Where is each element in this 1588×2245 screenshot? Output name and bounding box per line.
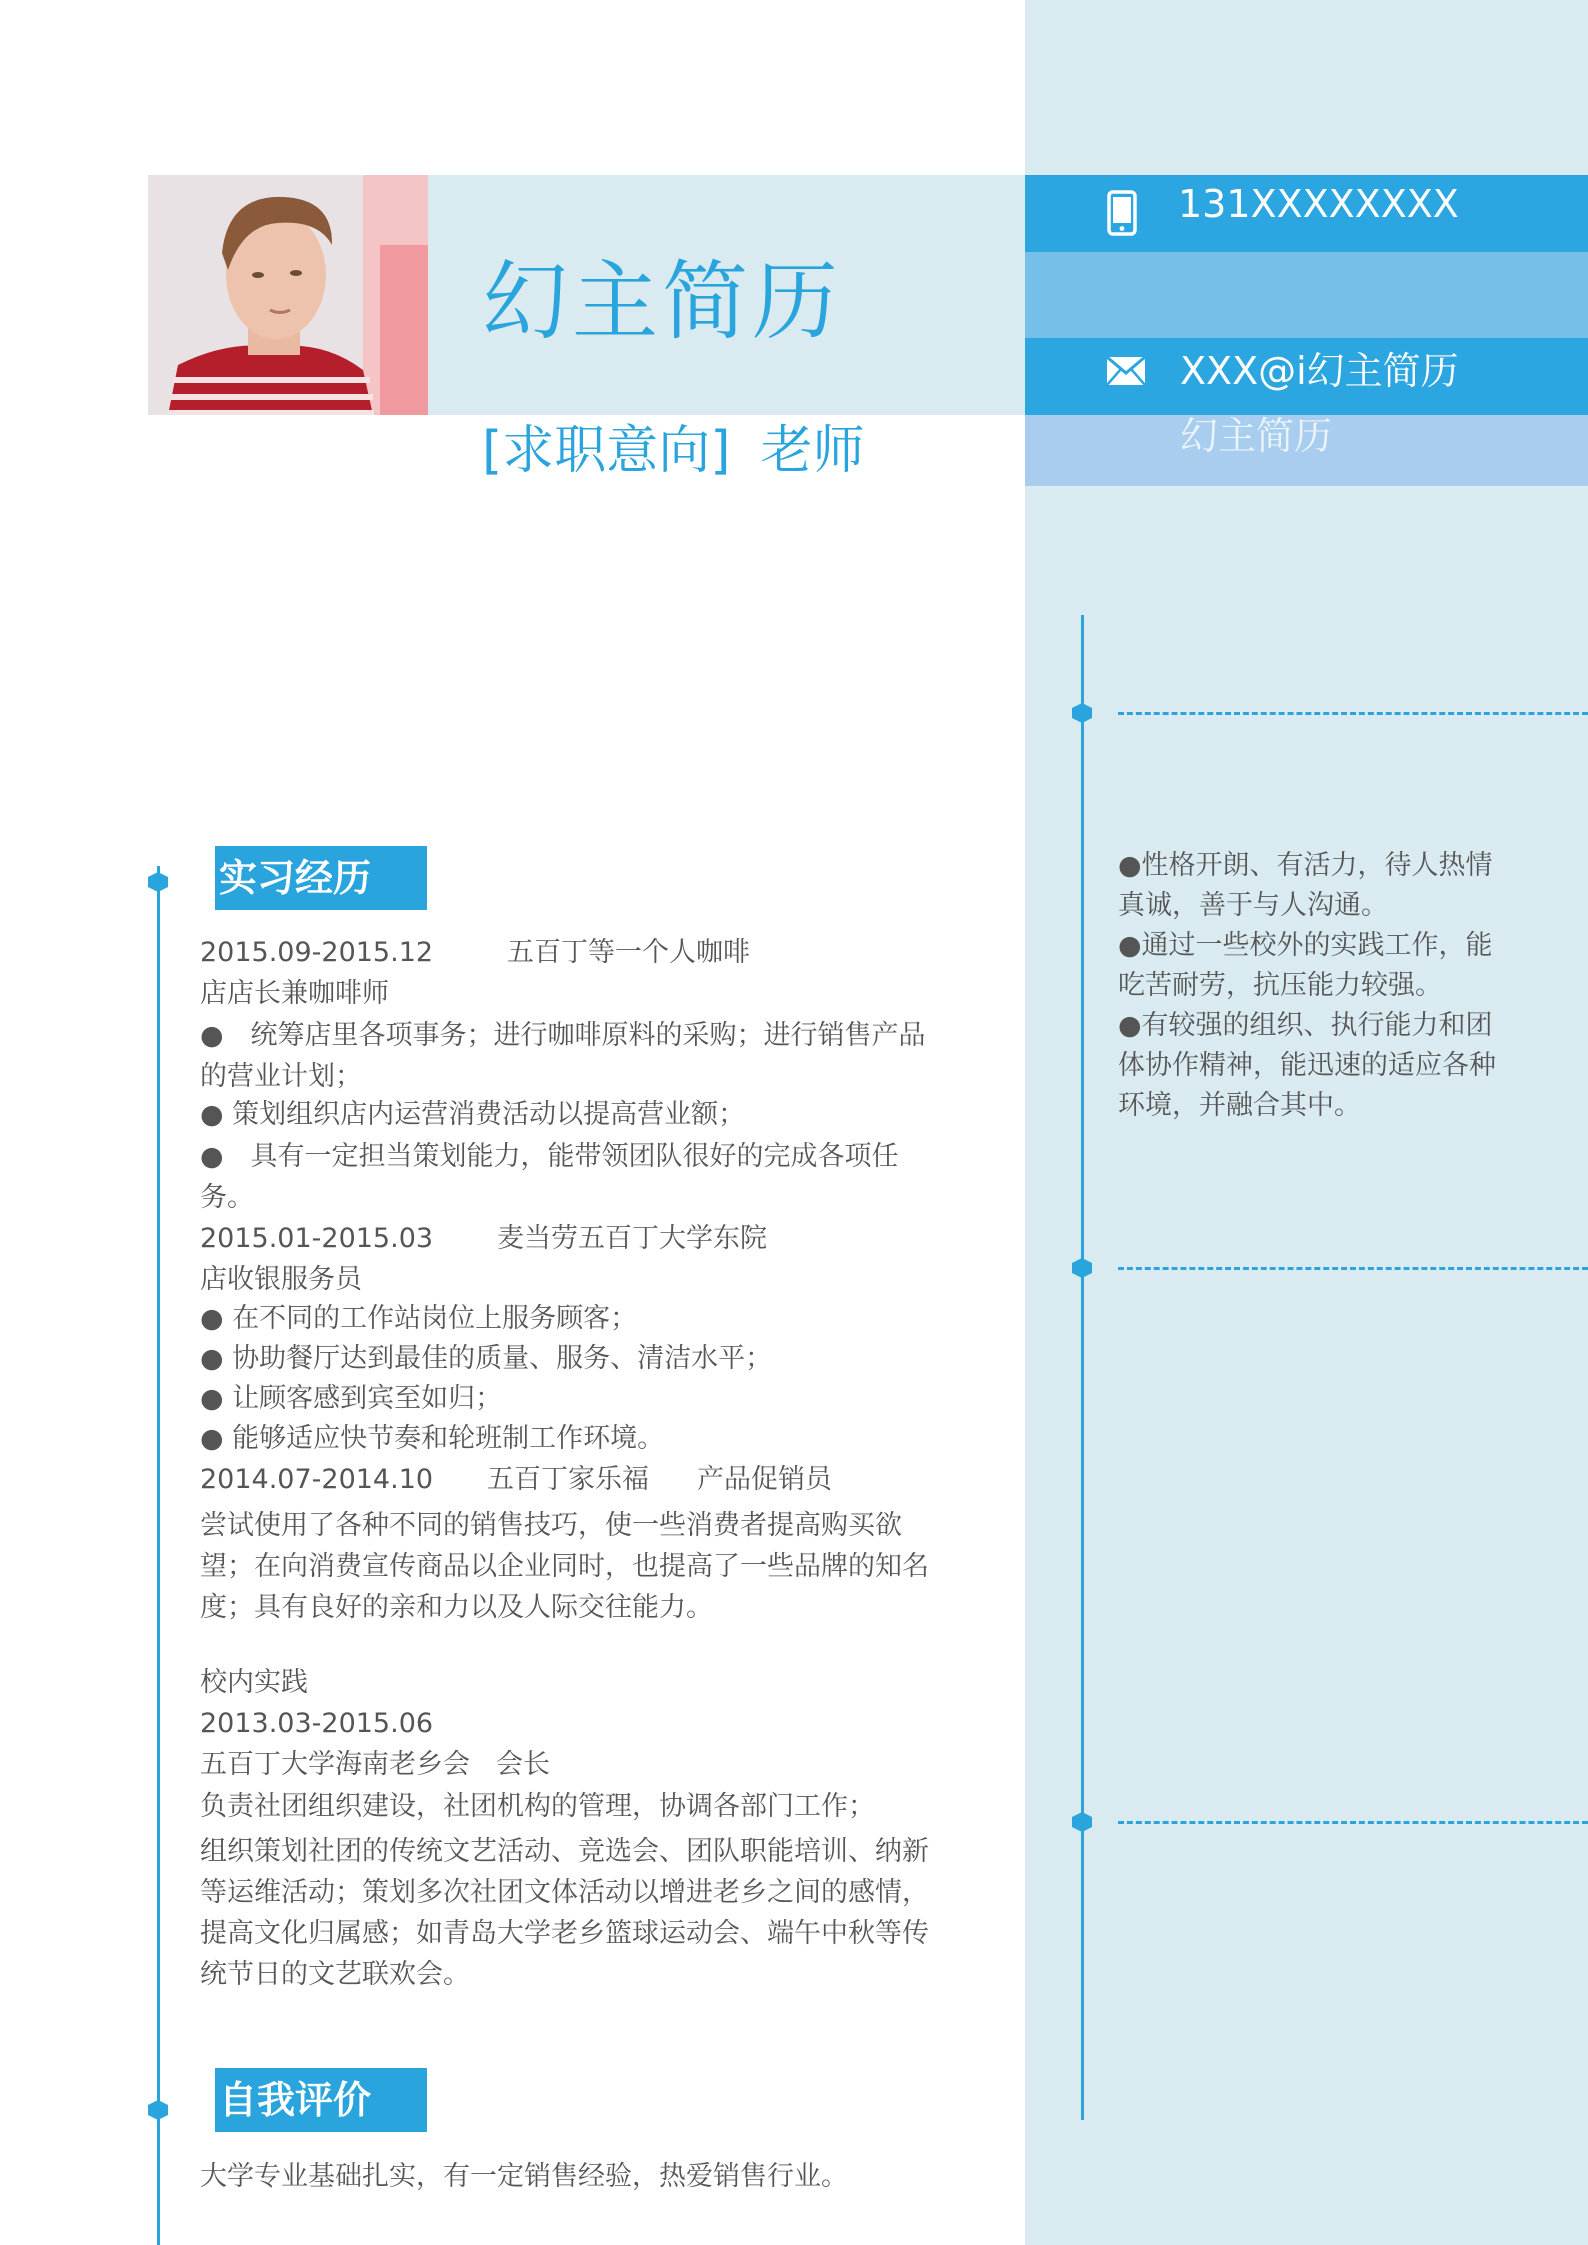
job1-company: 五百丁等一个人咖啡 bbox=[507, 937, 751, 968]
dashed-divider bbox=[1118, 712, 1588, 715]
job3-description: 尝试使用了各种不同的销售技巧，使一些消费者提高购买欲望；在向消费宣传商品以企业同时，也提高了一些品牌的知名度；具有良好的亲和力以及人际交往能力。 bbox=[200, 1510, 929, 1623]
campus-org-role bbox=[200, 1745, 550, 1785]
trait-item: ●有较强的组织、执行能力和团体协作精神，能迅速的适应各种环境，并融合其中。 bbox=[1118, 1010, 1496, 1121]
campus-description: 组织策划社团的传统文艺活动、竞选会、团队职能培训、纳新等运维活动；策划多次社团文体活动以增进老乡之间的感情，提高文化归属感；如青岛大学老乡篮球运动会、端午中秋等传统节日的文艺联欢会。 bbox=[200, 1836, 929, 1990]
job1-period: 2015.09-2015.12 bbox=[200, 937, 434, 968]
job3-role: 产品促销员 bbox=[697, 1464, 833, 1495]
trait-item: ●通过一些校外的实践工作，能吃苦耐劳，抗压能力较强。 bbox=[1118, 930, 1493, 1001]
dashed-divider bbox=[1118, 1267, 1588, 1270]
mail-icon bbox=[1107, 357, 1145, 385]
job2-bullet: ● 让顾客感到宾至如归； bbox=[200, 1383, 503, 1414]
self-eval-text: 大学专业基础扎实，有一定销售经验，热爱销售行业。 bbox=[200, 2161, 848, 2192]
right-timeline bbox=[1081, 615, 1084, 2120]
job2-bullet: ● 在不同的工作站岗位上服务顾客； bbox=[200, 1303, 638, 1334]
intent-label: [求职意向] bbox=[482, 421, 731, 481]
timeline-node bbox=[148, 2100, 168, 2120]
job2-bullet: ● 协助餐厅达到最佳的质量、服务、清洁水平； bbox=[200, 1343, 773, 1374]
phone-icon bbox=[1107, 190, 1137, 236]
section-title-self-eval: 自我评价 bbox=[215, 2068, 427, 2132]
job1-bullet: ● 具有一定担当策划能力，能带领团队很好的完成各项任务。 bbox=[200, 1141, 899, 1213]
job2-period: 2015.01-2015.03 bbox=[200, 1223, 434, 1254]
campus-period: 2013.03-2015.06 bbox=[200, 1708, 434, 1739]
job-intent bbox=[482, 408, 865, 483]
extra-contact-line-1: 幻主简历 bbox=[1180, 414, 1333, 458]
campus-label: 校内实践 bbox=[200, 1667, 308, 1698]
job3-period: 2014.07-2014.10 bbox=[200, 1464, 434, 1495]
job2-bullet: ● 能够适应快节奏和轮班制工作环境。 bbox=[200, 1423, 665, 1454]
job2-role: 店收银服务员 bbox=[200, 1264, 362, 1295]
avatar bbox=[148, 175, 428, 415]
job1-bullet: ● 统筹店里各项事务；进行咖啡原料的采购；进行销售产品的营业计划； bbox=[200, 1020, 926, 1092]
job1-bullet: ● 策划组织店内运营消费活动以提高营业额； bbox=[200, 1099, 746, 1130]
job1-role: 店店长兼咖啡师 bbox=[200, 978, 389, 1009]
personal-traits bbox=[1118, 846, 1518, 1126]
job3-header bbox=[200, 1460, 832, 1500]
section-title-internship: 实习经历 bbox=[215, 846, 427, 910]
job1-header bbox=[200, 933, 750, 973]
intent-value: 老师 bbox=[760, 421, 865, 481]
dashed-divider bbox=[1118, 1821, 1588, 1824]
email-address: XXX@i幻主简历 bbox=[1180, 349, 1459, 393]
timeline-node bbox=[148, 872, 168, 892]
contact-spacer-bar bbox=[1025, 252, 1588, 338]
job2-header bbox=[200, 1219, 767, 1259]
phone-number: 131XXXXXXXX bbox=[1178, 182, 1459, 226]
campus-role: 会长 bbox=[496, 1749, 550, 1780]
job3-company: 五百丁家乐福 bbox=[487, 1464, 650, 1495]
campus-org: 五百丁大学海南老乡会 bbox=[200, 1749, 470, 1780]
left-timeline bbox=[157, 866, 160, 2245]
page-title: 幻主简历 bbox=[482, 252, 842, 352]
trait-item: ●性格开朗、有活力，待人热情真诚，善于与人沟通。 bbox=[1118, 850, 1493, 921]
campus-line: 负责社团组织建设，社团机构的管理，协调各部门工作； bbox=[200, 1791, 875, 1822]
job2-company: 麦当劳五百丁大学东院 bbox=[497, 1223, 768, 1254]
